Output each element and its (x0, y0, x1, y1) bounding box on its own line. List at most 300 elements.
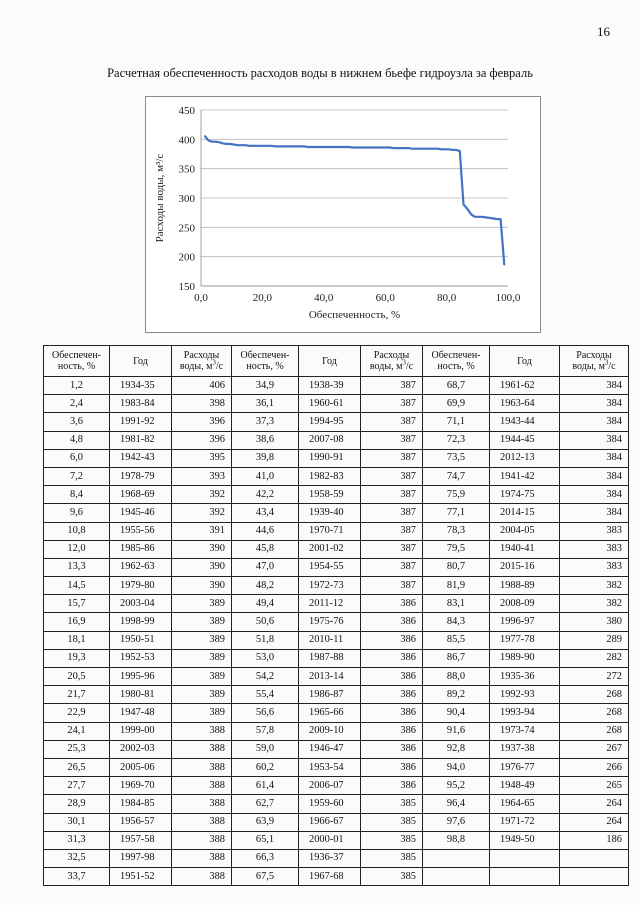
cell-flow: 387 (361, 504, 423, 522)
x-axis-title: Обеспеченность, % (308, 309, 401, 321)
cell-probability: 2,4 (44, 395, 110, 413)
data-point (444, 149, 445, 150)
cell-probability: 50,6 (232, 613, 299, 631)
data-point (237, 145, 238, 146)
data-point (289, 146, 290, 147)
data-point (415, 148, 416, 149)
table-row (44, 395, 629, 413)
cell-flow: 268 (560, 722, 629, 740)
cell-flow: 265 (560, 777, 629, 795)
cell-flow: 386 (361, 631, 423, 649)
table-row (44, 577, 629, 595)
cell-probability: 51,8 (232, 631, 299, 649)
header-year: Год (490, 346, 560, 377)
cell-year: 1981-82 (110, 431, 172, 449)
table-row (44, 668, 629, 686)
cell-year: 1951-52 (110, 868, 172, 886)
cell-probability: 30,1 (44, 813, 110, 831)
cell-probability: 85,5 (423, 631, 490, 649)
cell-probability: 86,7 (423, 649, 490, 667)
x-tick-label: 80,0 (436, 292, 457, 304)
cell-probability: 13,3 (44, 558, 110, 576)
cell-probability: 67,5 (232, 868, 299, 886)
cell-year: 1952-53 (110, 649, 172, 667)
cell-flow: 389 (172, 668, 232, 686)
header-probability: Обеспечен- ность, % (423, 346, 490, 377)
cell-probability: 92,8 (423, 740, 490, 758)
data-point (274, 146, 275, 147)
cell-probability: 96,4 (423, 795, 490, 813)
page-number: 16 (597, 24, 610, 39)
cell-probability: 69,9 (423, 395, 490, 413)
cell-probability: 6,0 (44, 449, 110, 467)
cell-flow: 385 (361, 795, 423, 813)
cell-probability: 45,8 (232, 540, 299, 558)
cell-year: 1957-58 (110, 831, 172, 849)
data-point (337, 146, 338, 147)
cell-probability: 60,2 (232, 758, 299, 776)
data-point (452, 149, 453, 150)
cell-year: 2009-10 (299, 722, 361, 740)
cell-flow: 268 (560, 686, 629, 704)
cell-probability: 41,0 (232, 467, 299, 485)
chart-frame (145, 96, 541, 333)
data-point (319, 146, 320, 147)
table-row (44, 868, 629, 886)
cell-probability: 81,9 (423, 577, 490, 595)
data-point (267, 145, 268, 146)
data-point (334, 146, 335, 147)
cell-flow: 264 (560, 813, 629, 831)
data-point (282, 146, 283, 147)
table-row (44, 377, 629, 395)
cell-probability: 66,3 (232, 849, 299, 867)
cell-probability: 57,8 (232, 722, 299, 740)
cell-flow: 387 (361, 522, 423, 540)
cell-probability: 79,5 (423, 540, 490, 558)
data-point (408, 148, 409, 149)
cell-flow: 380 (560, 613, 629, 631)
cell-flow: 393 (172, 467, 232, 485)
data-point (352, 147, 353, 148)
data-point (241, 145, 242, 146)
cell-probability: 36,1 (232, 395, 299, 413)
data-point (378, 147, 379, 148)
y-tick-label: 450 (178, 105, 195, 117)
cell-flow: 384 (560, 413, 629, 431)
table-row (44, 449, 629, 467)
cell-probability: 4,8 (44, 431, 110, 449)
cell-flow: 389 (172, 613, 232, 631)
cell-flow: 186 (560, 831, 629, 849)
cell-probability: 94,0 (423, 758, 490, 776)
data-point (215, 141, 216, 142)
data-point (389, 147, 390, 148)
cell-flow (560, 868, 629, 886)
data-point (474, 216, 475, 217)
cell-flow: 396 (172, 431, 232, 449)
data-point (315, 146, 316, 147)
cell-probability: 49,4 (232, 595, 299, 613)
cell-year: 2014-15 (490, 504, 560, 522)
cell-flow: 390 (172, 558, 232, 576)
cell-flow: 390 (172, 540, 232, 558)
cell-flow: 387 (361, 540, 423, 558)
cell-year: 1935-36 (490, 668, 560, 686)
cell-probability: 16,9 (44, 613, 110, 631)
cell-year: 1947-48 (110, 704, 172, 722)
cell-year: 1961-62 (490, 377, 560, 395)
cell-year: 1968-69 (110, 486, 172, 504)
cell-year: 2002-03 (110, 740, 172, 758)
cell-flow: 391 (172, 522, 232, 540)
cell-flow: 386 (361, 668, 423, 686)
cell-year: 1934-35 (110, 377, 172, 395)
cell-probability: 78,3 (423, 522, 490, 540)
cell-probability: 39,8 (232, 449, 299, 467)
data-point (256, 145, 257, 146)
cell-year: 1988-89 (490, 577, 560, 595)
data-point (419, 148, 420, 149)
cell-flow: 272 (560, 668, 629, 686)
data-point (219, 142, 220, 143)
cell-year: 1962-63 (110, 558, 172, 576)
table-row (44, 722, 629, 740)
cell-probability: 42,2 (232, 486, 299, 504)
cell-year: 1980-81 (110, 686, 172, 704)
data-point (271, 145, 272, 146)
cell-flow: 384 (560, 395, 629, 413)
data-point (448, 149, 449, 150)
cell-flow: 384 (560, 504, 629, 522)
cell-probability: 98,8 (423, 831, 490, 849)
cell-flow: 406 (172, 377, 232, 395)
header-flow: Расходы воды, $м^3/с$ (172, 346, 232, 377)
cell-flow: 383 (560, 558, 629, 576)
cell-flow: 386 (361, 777, 423, 795)
flow-table (43, 345, 629, 886)
cell-flow (560, 849, 629, 867)
cell-year: 1970-71 (299, 522, 361, 540)
data-point (400, 148, 401, 149)
cell-flow: 388 (172, 777, 232, 795)
data-point (430, 148, 431, 149)
table-row (44, 649, 629, 667)
cell-year: 1971-72 (490, 813, 560, 831)
cell-year: 1943-44 (490, 413, 560, 431)
data-point (245, 145, 246, 146)
cell-flow: 390 (172, 577, 232, 595)
x-tick-label: 40,0 (314, 292, 334, 304)
cell-year: 1985-86 (110, 540, 172, 558)
cell-year: 1940-41 (490, 540, 560, 558)
cell-year: 1956-57 (110, 813, 172, 831)
table-header-row (44, 346, 629, 377)
cell-flow: 382 (560, 577, 629, 595)
cell-probability: 68,7 (423, 377, 490, 395)
cell-year: 2005-06 (110, 758, 172, 776)
cell-flow: 386 (361, 595, 423, 613)
cell-year: 1949-50 (490, 831, 560, 849)
cell-year: 1958-59 (299, 486, 361, 504)
cell-year: 1948-49 (490, 777, 560, 795)
cell-flow: 385 (361, 849, 423, 867)
data-point (211, 141, 212, 142)
y-tick-label: 150 (178, 281, 195, 293)
cell-probability: 34,9 (232, 377, 299, 395)
table-row (44, 504, 629, 522)
table-row (44, 522, 629, 540)
data-point (341, 146, 342, 147)
cell-year: 1939-40 (299, 504, 361, 522)
data-point (223, 143, 224, 144)
data-point (263, 145, 264, 146)
data-point (304, 146, 305, 147)
cell-year: 1963-64 (490, 395, 560, 413)
cell-probability: 63,9 (232, 813, 299, 831)
cell-year: 1946-47 (299, 740, 361, 758)
cell-probability: 56,6 (232, 704, 299, 722)
cell-year (490, 868, 560, 886)
cell-flow: 383 (560, 522, 629, 540)
cell-flow: 389 (172, 595, 232, 613)
table-row (44, 758, 629, 776)
cell-flow: 386 (361, 686, 423, 704)
data-point (485, 217, 486, 218)
data-point (330, 146, 331, 147)
cell-year: 1954-55 (299, 558, 361, 576)
y-tick-label: 400 (178, 134, 195, 147)
cell-flow: 289 (560, 631, 629, 649)
table-row (44, 813, 629, 831)
cell-year: 1941-42 (490, 467, 560, 485)
data-point (496, 219, 497, 220)
cell-flow: 388 (172, 813, 232, 831)
cell-probability: 95,2 (423, 777, 490, 795)
data-point (467, 208, 468, 209)
cell-probability: 14,5 (44, 577, 110, 595)
data-point (348, 146, 349, 147)
data-point (326, 146, 327, 147)
data-point (204, 135, 205, 136)
cell-flow: 382 (560, 595, 629, 613)
cell-probability: 15,7 (44, 595, 110, 613)
data-point (296, 146, 297, 147)
cell-flow: 388 (172, 795, 232, 813)
table-row (44, 558, 629, 576)
cell-probability: 10,8 (44, 522, 110, 540)
cell-probability: 84,3 (423, 613, 490, 631)
cell-flow: 264 (560, 795, 629, 813)
cell-flow: 386 (361, 758, 423, 776)
cell-probability: 74,7 (423, 467, 490, 485)
x-tick-label: 0,0 (194, 292, 208, 304)
data-point (308, 146, 309, 147)
cell-year: 2001-02 (299, 540, 361, 558)
cell-year: 2004-05 (490, 522, 560, 540)
cell-year: 2013-14 (299, 668, 361, 686)
cell-year: 1969-70 (110, 777, 172, 795)
header-flow: Расходы воды, $м^3/с$ (361, 346, 423, 377)
cell-probability: 59,0 (232, 740, 299, 758)
y-tick-label: 350 (178, 163, 195, 176)
cell-year: 1944-45 (490, 431, 560, 449)
cell-flow: 388 (172, 831, 232, 849)
cell-flow: 388 (172, 849, 232, 867)
cell-probability: 53,0 (232, 649, 299, 667)
cell-flow: 387 (361, 449, 423, 467)
data-point (433, 148, 434, 149)
cell-probability: 18,1 (44, 631, 110, 649)
data-point (367, 147, 368, 148)
table-row (44, 740, 629, 758)
table-row (44, 595, 629, 613)
cell-probability: 1,2 (44, 377, 110, 395)
cell-year: 1977-78 (490, 631, 560, 649)
cell-flow: 268 (560, 704, 629, 722)
cell-year: 1945-46 (110, 504, 172, 522)
cell-probability: 32,5 (44, 849, 110, 867)
data-point (500, 219, 501, 220)
cell-year: 1959-60 (299, 795, 361, 813)
data-point (478, 216, 479, 217)
cell-year: 1942-43 (110, 449, 172, 467)
cell-flow: 386 (361, 613, 423, 631)
cell-year: 2006-07 (299, 777, 361, 795)
data-point (359, 147, 360, 148)
cell-year: 1955-56 (110, 522, 172, 540)
page-title: Расчетная обеспеченность расходов воды в нижнем бьефе гидроузла за февраль (107, 66, 533, 80)
cell-year: 1967-68 (299, 868, 361, 886)
y-axis-title: Расходы воды, м³/с (154, 153, 166, 243)
cell-flow: 387 (361, 467, 423, 485)
cell-year: 2012-13 (490, 449, 560, 467)
cell-probability: 77,1 (423, 504, 490, 522)
cell-probability: 88,0 (423, 668, 490, 686)
cell-year: 2010-11 (299, 631, 361, 649)
cell-flow: 388 (172, 758, 232, 776)
x-tick-label: 100,0 (495, 292, 521, 304)
cell-flow: 386 (361, 722, 423, 740)
cell-flow: 387 (361, 431, 423, 449)
data-point (278, 146, 279, 147)
table-row (44, 467, 629, 485)
data-point (230, 143, 231, 144)
cell-probability: 27,7 (44, 777, 110, 795)
cell-flow: 266 (560, 758, 629, 776)
cell-year: 1982-83 (299, 467, 361, 485)
cell-flow: 388 (172, 722, 232, 740)
data-point (411, 148, 412, 149)
cell-year: 1995-96 (110, 668, 172, 686)
y-tick-label: 200 (178, 251, 195, 264)
cell-year: 2003-04 (110, 595, 172, 613)
table-row (44, 849, 629, 867)
data-point (234, 144, 235, 145)
cell-year: 1972-73 (299, 577, 361, 595)
cell-year (490, 849, 560, 867)
data-point (459, 150, 460, 151)
cell-year: 1984-85 (110, 795, 172, 813)
flow-series-line (205, 136, 505, 265)
data-point (489, 217, 490, 218)
cell-probability: 28,9 (44, 795, 110, 813)
data-point (356, 147, 357, 148)
cell-year: 1978-79 (110, 467, 172, 485)
cell-flow: 387 (361, 395, 423, 413)
data-point (226, 143, 227, 144)
cell-flow: 396 (172, 413, 232, 431)
cell-flow: 384 (560, 467, 629, 485)
cell-flow: 389 (172, 704, 232, 722)
data-point (285, 146, 286, 147)
cell-flow: 387 (361, 486, 423, 504)
data-point (397, 148, 398, 149)
data-point (385, 147, 386, 148)
header-probability: Обеспечен- ность, % (44, 346, 110, 377)
cell-flow: 392 (172, 486, 232, 504)
data-point (493, 218, 494, 219)
cell-year: 1979-80 (110, 577, 172, 595)
cell-flow: 398 (172, 395, 232, 413)
table-row (44, 413, 629, 431)
data-point (252, 145, 253, 146)
cell-flow: 385 (361, 831, 423, 849)
data-point (437, 148, 438, 149)
cell-probability: 9,6 (44, 504, 110, 522)
header-probability: Обеспечен- ность, % (232, 346, 299, 377)
x-tick-label: 60,0 (375, 292, 395, 304)
data-point (471, 214, 472, 215)
cell-probability: 3,6 (44, 413, 110, 431)
table-row (44, 486, 629, 504)
cell-probability: 21,7 (44, 686, 110, 704)
cell-year: 1996-97 (490, 613, 560, 631)
cell-probability: 61,4 (232, 777, 299, 795)
cell-probability: 33,7 (44, 868, 110, 886)
cell-probability: 83,1 (423, 595, 490, 613)
cell-year: 1976-77 (490, 758, 560, 776)
cell-flow: 383 (560, 540, 629, 558)
table-row (44, 613, 629, 631)
cell-year: 1992-93 (490, 686, 560, 704)
data-point (441, 149, 442, 150)
data-point (370, 147, 371, 148)
x-tick-label: 20,0 (252, 292, 273, 304)
cell-year: 2008-09 (490, 595, 560, 613)
data-point (260, 145, 261, 146)
data-point (345, 146, 346, 147)
y-tick-label: 250 (178, 222, 195, 235)
data-point (404, 148, 405, 149)
cell-probability: 31,3 (44, 831, 110, 849)
cell-probability: 65,1 (232, 831, 299, 849)
cell-year: 1936-37 (299, 849, 361, 867)
cell-year: 1991-92 (110, 413, 172, 431)
cell-probability: 48,2 (232, 577, 299, 595)
cell-year: 1994-95 (299, 413, 361, 431)
cell-probability: 71,1 (423, 413, 490, 431)
data-point (482, 216, 483, 217)
cell-probability: 44,6 (232, 522, 299, 540)
data-point (293, 146, 294, 147)
cell-probability: 38,6 (232, 431, 299, 449)
y-tick-label: 300 (178, 193, 195, 205)
cell-year: 1960-61 (299, 395, 361, 413)
cell-year: 2011-12 (299, 595, 361, 613)
cell-flow: 388 (172, 740, 232, 758)
cell-year: 1938-39 (299, 377, 361, 395)
